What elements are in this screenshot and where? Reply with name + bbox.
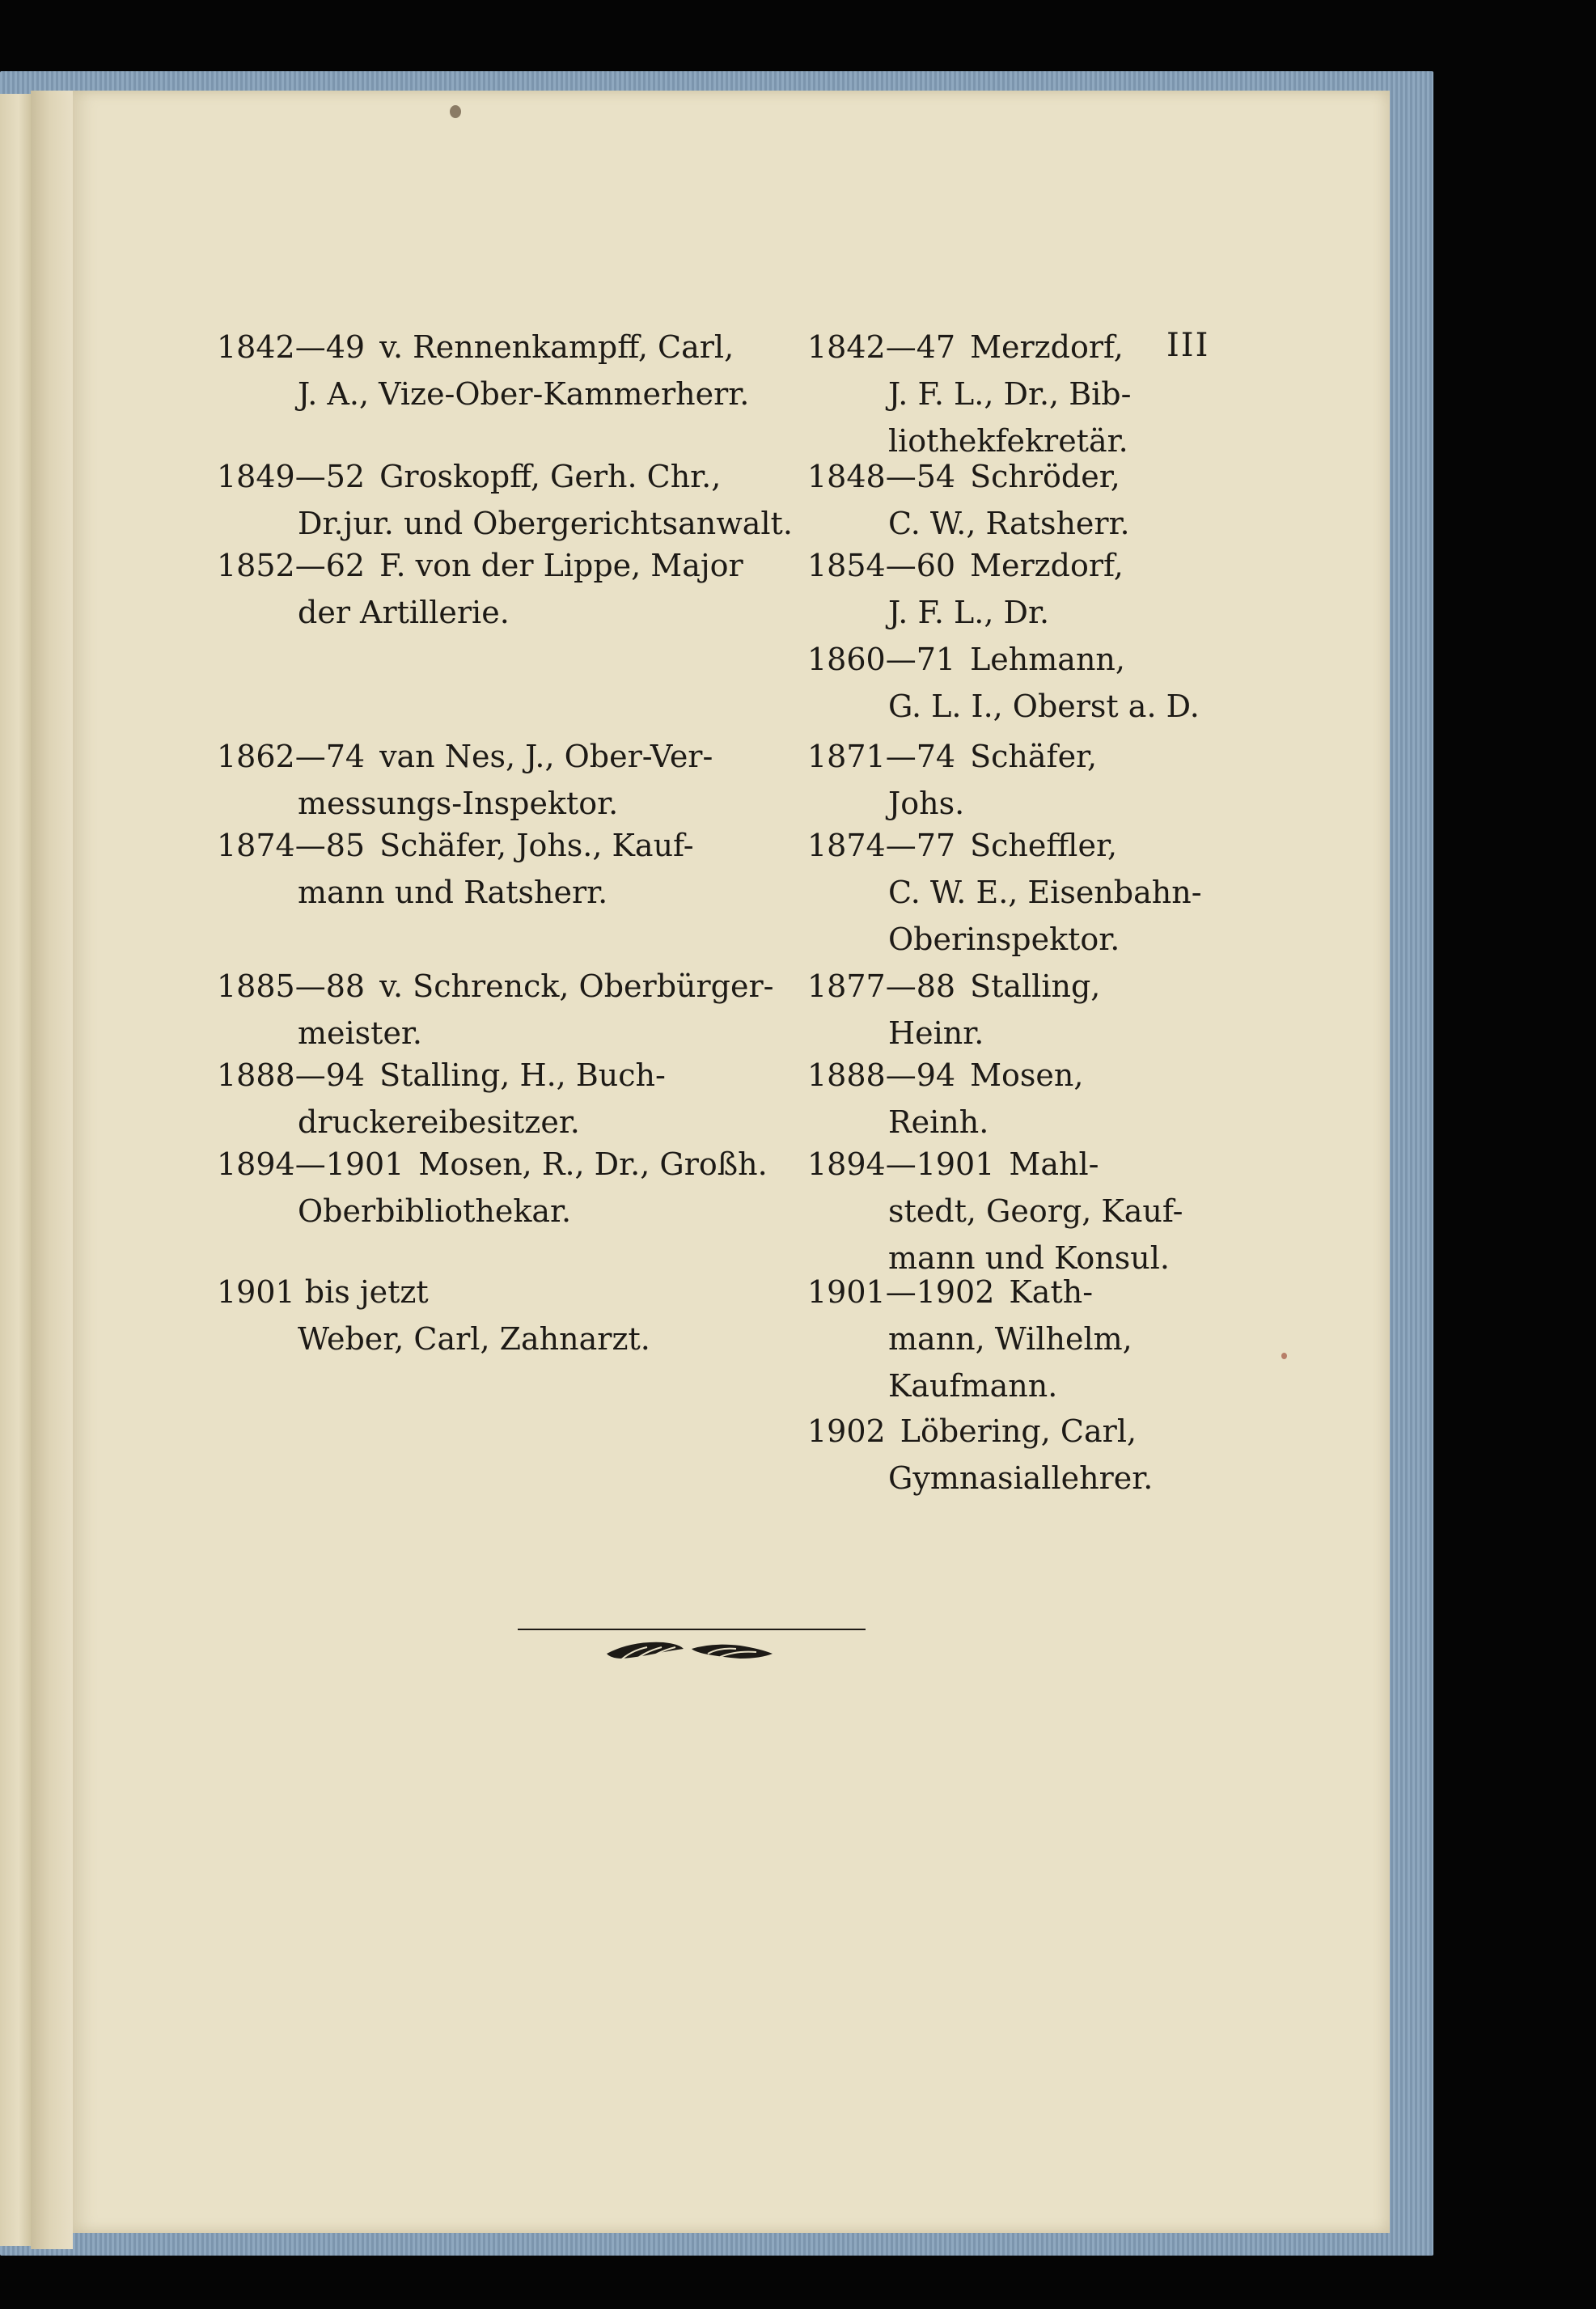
entry-continuation: Johs. [888,786,965,821]
list-item [217,1141,768,1235]
list-item [807,324,1147,464]
entry-name: Groskopff, Gerh. Chr., [379,459,722,494]
entry-continuation: mann und Ratsherr. [298,875,608,910]
entry-name: Mosen, [970,1057,1084,1093]
entry-years: 1888—94 [217,1057,366,1093]
entry-name: Kath- [1009,1274,1094,1310]
list-item [217,324,750,417]
entry-continuation: C. W. E., Eisenbahn- [888,875,1202,910]
entry-name: van Nes, J., Ober-Ver- [379,739,713,774]
entry-name: Löbering, Carl, [900,1413,1137,1449]
list-item [217,1052,734,1146]
entry-years: 1901 bis jetzt [217,1274,429,1310]
page-stain [450,105,461,118]
entry-name: Merzdorf, [970,329,1124,365]
list-item [807,1408,1154,1502]
entry-name: v. Schrenck, Oberbürger- [379,968,774,1004]
entry-name: Schäfer, Johs., Kauf- [379,828,694,863]
entry-years: 1902 [807,1413,886,1449]
entry-continuation: J. A., Vize-Ober-Kammerherr. [298,376,750,412]
entry-years: 1874—85 [217,828,366,863]
entry-continuation: Reinh. [888,1104,989,1140]
book-gutter [31,91,73,2249]
entry-continuation: meister. [298,1015,423,1051]
ornament-divider-icon [518,1626,866,1675]
entry-continuation: Oberinspektor. [888,921,1120,957]
entry-years: 1862—74 [217,739,366,774]
list-item [807,733,1147,827]
entry-years: 1854—60 [807,548,956,583]
entry-years: 1901—1902 [807,1274,995,1310]
entry-name: v. Rennenkampff, Carl, [379,329,734,365]
entry-name: Mosen, R., Dr., Großh. [418,1146,768,1182]
entry-years: 1849—52 [217,459,366,494]
entry-continuation: C. W., Ratsherr. [888,506,1130,541]
entry-continuation: Kaufmann. [888,1368,1058,1404]
entry-years: 1894—1901 [807,1146,995,1182]
entry-continuation: druckereibesitzer. [298,1104,580,1140]
left-page-edge [0,94,31,2246]
list-item [807,453,1147,547]
list-item [217,963,774,1057]
entry-continuation: mann, Wilhelm, [888,1321,1132,1357]
entry-years: 1848—54 [807,459,956,494]
entry-continuation: der Artillerie. [298,595,510,630]
entry-years: 1888—94 [807,1057,956,1093]
entry-name: Schröder, [970,459,1120,494]
entry-continuation: Gymnasiallehrer. [888,1460,1154,1496]
list-item [217,542,743,636]
entry-name: Stalling, [970,968,1101,1004]
page-stain [1281,1353,1287,1359]
entry-name: Scheffler, [970,828,1118,863]
list-item [807,1141,1183,1282]
entry-years: 1885—88 [217,968,366,1004]
entry-years: 1852—62 [217,548,366,583]
entry-continuation: Dr.jur. und Obergerichtsanwalt. [298,506,793,541]
entry-continuation: Heinr. [888,1015,984,1051]
entry-years: 1842—47 [807,329,956,365]
list-item [807,1052,1147,1146]
entry-name: Schäfer, [970,739,1098,774]
entry-years: 1874—77 [807,828,956,863]
book-page [73,91,1390,2233]
entry-continuation: J. F. L., Dr., Bib- [888,376,1132,412]
entry-years: 1871—74 [807,739,956,774]
list-item [807,542,1147,636]
list-item [217,1269,734,1362]
entry-years: 1877—88 [807,968,956,1004]
entry-continuation: G. L. I., Oberst a. D. [888,688,1200,724]
entry-name: F. von der Lippe, Major [379,548,743,583]
entry-name: Stalling, H., Buch- [379,1057,666,1093]
entry-continuation: Weber, Carl, Zahnarzt. [298,1321,650,1357]
list-item [807,1269,1147,1409]
entry-years: 1860—71 [807,642,956,677]
list-item [217,822,734,916]
entry-continuation: Oberbibliothekar. [298,1193,572,1229]
entry-continuation: J. F. L., Dr. [888,595,1050,630]
entry-years: 1842—49 [217,329,366,365]
entry-name: Lehmann, [970,642,1125,677]
list-item [807,636,1200,730]
entry-name: Merzdorf, [970,548,1124,583]
list-item [217,733,734,827]
list-item [807,822,1202,963]
entry-name: Mahl- [1009,1146,1099,1182]
entry-continuation: mann und Konsul. [888,1240,1170,1276]
entry-years: 1894—1901 [217,1146,404,1182]
list-item [217,453,793,547]
entry-continuation: liothekfekretär. [888,423,1128,459]
entry-continuation: stedt, Georg, Kauf- [888,1193,1183,1229]
list-item [807,963,1147,1057]
page-number: III [1166,327,1210,364]
entry-continuation: messungs-Inspektor. [298,786,619,821]
